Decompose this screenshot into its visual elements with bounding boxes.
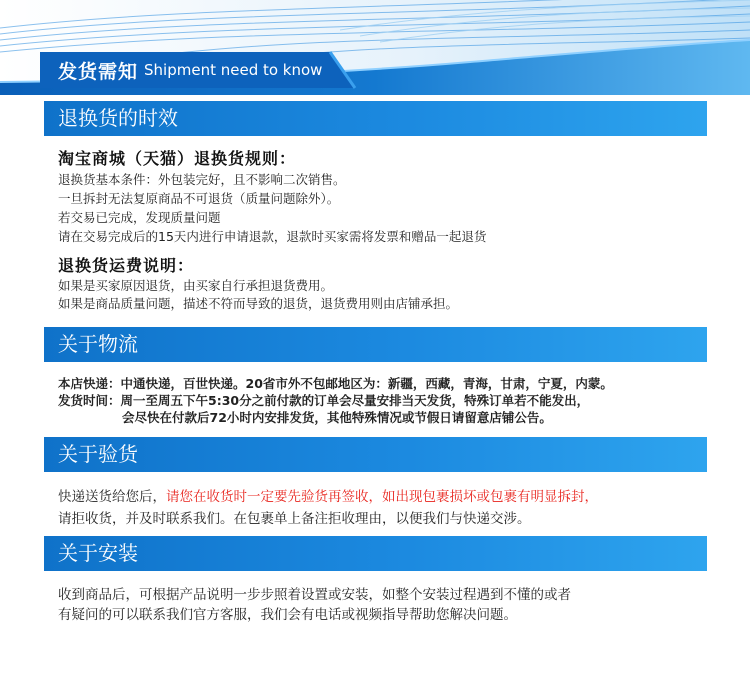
header-banner — [0, 0, 750, 95]
rule-line: 一旦拆封无法复原商品不可退货（质量问题除外）。 — [58, 191, 340, 206]
shipping-line: 如果是买家原因退货，由买家自行承担退货费用。 — [58, 278, 334, 293]
title-en: Shipment need to know — [144, 61, 323, 79]
shipping-fee-title: 退换货运费说明： — [58, 256, 195, 275]
rule-line: 请在交易完成后的15天内进行申请退款，退款时买家需将发票和赠品一起退货 — [58, 229, 487, 244]
inspection-warning: 请您在收货时一定要先验货再签收，如出现包裹损坏或包裹有明显拆封， — [166, 489, 598, 505]
page-title — [40, 52, 345, 88]
section-header-returns: 退换货的时效 — [44, 101, 707, 136]
shipping-line: 如果是商品质量问题，描述不符而导致的退货，退货费用则由店铺承担。 — [58, 296, 459, 311]
inspection-line-1 — [58, 485, 598, 505]
section-header-inspection: 关于验货 — [44, 437, 707, 472]
logistics-line: 发货时间：周一至周五下午5:30分之前付款的订单会尽量安排当天发货，特殊订单若不能发出， — [58, 393, 590, 408]
rule-line: 退换货基本条件：外包装完好，且不影响二次销售。 — [58, 172, 346, 187]
rule-line: 若交易已完成，发现质量问题 — [58, 210, 221, 225]
section-header-logistics: 关于物流 — [44, 327, 707, 362]
logistics-line: 本店快递：中通快递，百世快递。20省市外不包邮地区为：新疆，西藏，青海，甘肃，宁夏，内蒙。 — [58, 376, 613, 391]
install-line: 收到商品后，可根据产品说明一步步照着设置或安装，如整个安装过程遇到不懂的或者 — [58, 587, 571, 603]
logistics-line: 会尽快在付款后72小时内安排发货，其他特殊情况或节假日请留意店铺公告。 — [122, 410, 552, 425]
title-zh: 发货需知 — [58, 60, 139, 83]
install-line: 有疑问的可以联系我们官方客服，我们会有电话或视频指导帮助您解决问题。 — [58, 607, 517, 623]
rules-title: 淘宝商城（天猫）退换货规则： — [58, 149, 297, 168]
inspection-prefix: 快递送货给您后， — [58, 489, 166, 505]
inspection-line-2: 请拒收货，并及时联系我们。在包裹单上备注拒收理由，以便我们与快递交涉。 — [58, 511, 531, 527]
section-header-install: 关于安装 — [44, 536, 707, 571]
